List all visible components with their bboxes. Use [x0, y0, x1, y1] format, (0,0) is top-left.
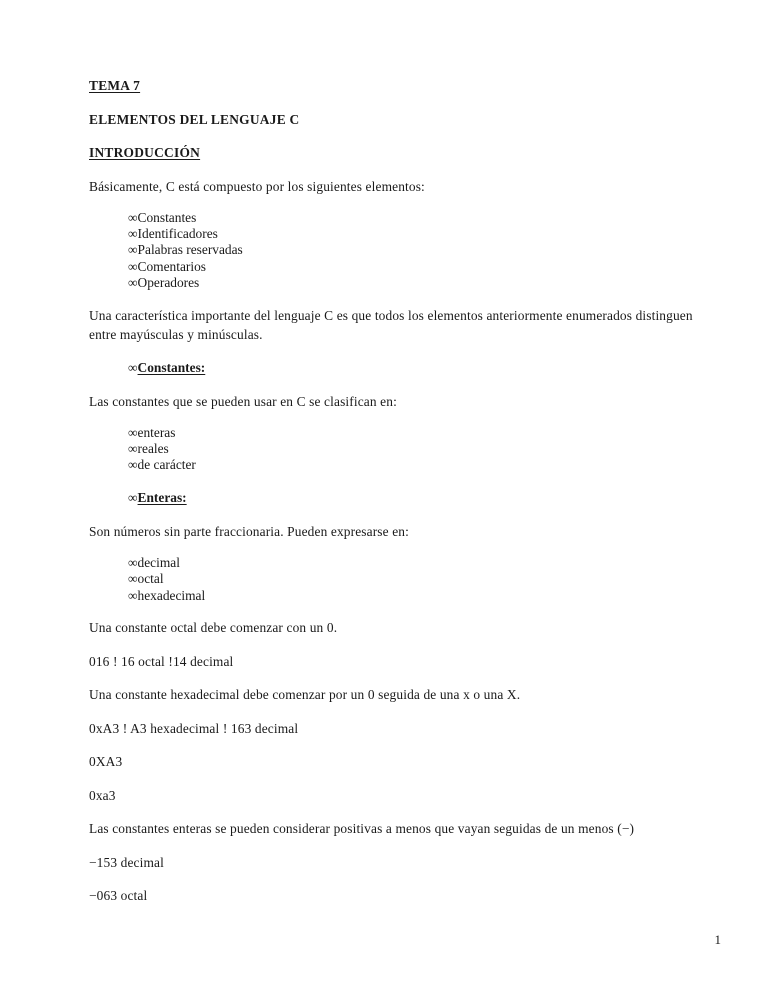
list-item	[128, 242, 721, 258]
bullet-icon: ∞	[128, 210, 138, 225]
list-item	[128, 210, 721, 226]
case-sensitivity-note: Una característica importante del lenguaje C es que todos los elementos anteriormente enumerados distinguen entre mayúsculas y minúsculas.	[89, 307, 693, 342]
list-item	[128, 425, 721, 441]
list-item	[128, 457, 721, 473]
bullet-icon: ∞	[128, 226, 138, 242]
subsection-heading-label: Enteras:	[137, 490, 187, 506]
enteras-paragraph: Son números sin parte fraccionaria. Pueden expresarse en:	[89, 523, 409, 539]
list-item	[128, 226, 721, 242]
bullet-icon: ∞	[128, 360, 138, 376]
bullet-icon: ∞	[128, 441, 138, 457]
document-title	[89, 76, 721, 95]
list-item-label: Constantes	[137, 210, 197, 225]
list-item-label: enteras	[137, 425, 176, 441]
bullet-icon: ∞	[128, 457, 138, 473]
subsection-heading-constantes	[89, 358, 721, 377]
document-title-text: TEMA 7	[89, 78, 141, 93]
constantes-paragraph: Las constantes que se pueden usar en C se clasifican en:	[89, 393, 397, 409]
subsection-heading-enteras	[89, 488, 721, 507]
bullet-icon: ∞	[128, 425, 138, 441]
list-item	[128, 441, 721, 457]
document-content	[89, 76, 721, 920]
bullet-icon: ∞	[128, 555, 138, 571]
bullet-icon: ∞	[128, 242, 138, 258]
list-item	[128, 259, 721, 275]
list-item-label: Operadores	[137, 274, 200, 290]
bullet-icon: ∞	[128, 587, 138, 603]
document-subtitle-text: ELEMENTOS DEL LENGUAJE C	[89, 111, 300, 127]
bullet-icon: ∞	[128, 490, 138, 506]
list-item	[128, 555, 721, 571]
enteras-bases-list	[89, 555, 721, 604]
section-heading-text: INTRODUCCIÓN	[89, 145, 201, 160]
hex-example: 0xA3 ! A3 hexadecimal ! 163 decimal	[89, 720, 299, 736]
bullet-icon: ∞	[128, 274, 138, 290]
hex-variant-lower: 0xa3	[89, 787, 116, 803]
intro-paragraph: Básicamente, C está compuesto por los siguientes elementos:	[89, 178, 425, 194]
hex-rule: Una constante hexadecimal debe comenzar por un 0 seguida de una x o una X.	[89, 687, 521, 703]
list-item-label: reales	[137, 441, 169, 457]
page-number: 1	[714, 932, 721, 947]
list-item-label: Palabras reservadas	[137, 242, 243, 258]
list-item-label: Comentarios	[137, 258, 206, 274]
list-item-label: Identificadores	[137, 226, 218, 242]
list-item-label: decimal	[137, 555, 180, 571]
constantes-types-list	[89, 425, 721, 474]
list-item	[128, 588, 721, 604]
list-item	[128, 571, 721, 587]
list-item-label: de carácter	[137, 457, 196, 473]
document-subtitle	[89, 110, 721, 129]
negative-octal-example: −063 octal	[89, 888, 148, 904]
bullet-icon: ∞	[128, 571, 138, 587]
section-heading-introduccion	[89, 143, 721, 162]
list-item-label: octal	[137, 571, 164, 587]
bullet-icon: ∞	[128, 258, 138, 274]
sign-rule: Las constantes enteras se pueden considerar positivas a menos que vayan seguidas de un menos (−)	[89, 821, 635, 837]
hex-variant-upper: 0XA3	[89, 754, 123, 770]
octal-rule: Una constante octal debe comenzar con un 0.	[89, 620, 338, 636]
list-item-label: hexadecimal	[137, 587, 206, 603]
elements-list	[89, 210, 721, 291]
list-item	[128, 275, 721, 291]
octal-example: 016 ! 16 octal !14 decimal	[89, 653, 234, 669]
subsection-heading-label: Constantes:	[137, 360, 206, 376]
negative-decimal-example: −153 decimal	[89, 854, 164, 870]
